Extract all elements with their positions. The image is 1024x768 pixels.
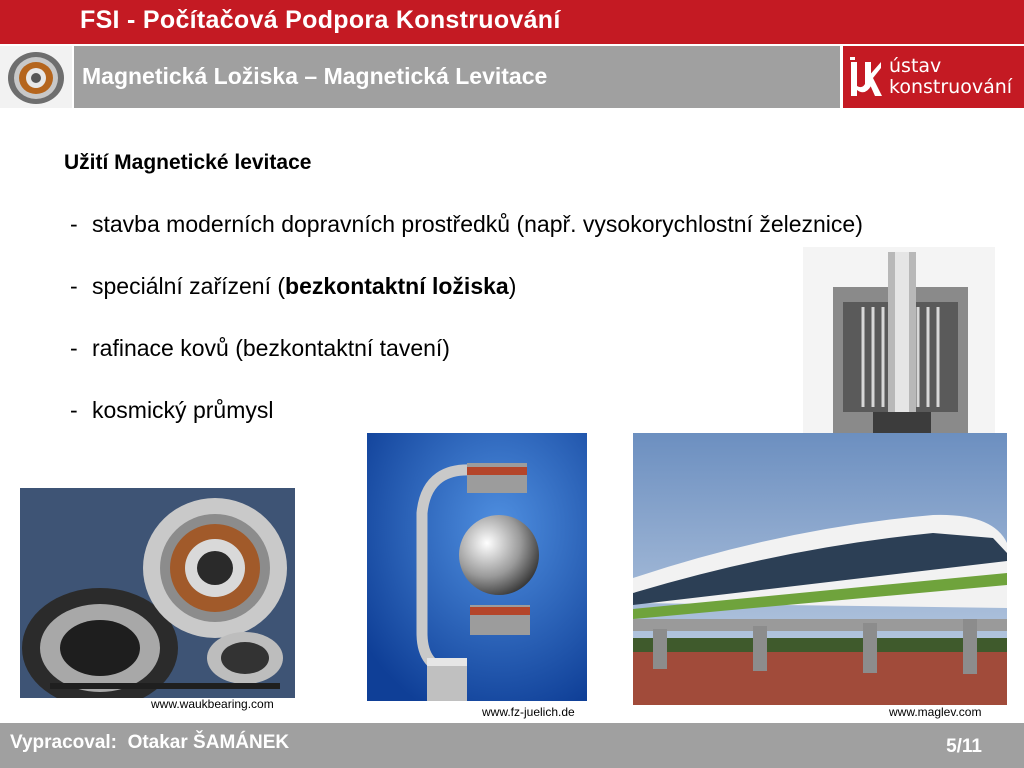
logo-line-2: konstruování xyxy=(889,76,1013,98)
bullet-item xyxy=(70,335,450,362)
magnetic-bearing-photo xyxy=(20,488,295,698)
maglev-train-photo xyxy=(633,433,1007,705)
author-label: Vypracoval: Otakar ŠAMÁNEK xyxy=(10,732,290,753)
bearing-caption: www.waukbearing.com xyxy=(151,697,274,711)
institute-logo xyxy=(843,46,1024,108)
bullet-text-after: ) xyxy=(508,273,517,299)
train-caption: www.maglev.com xyxy=(889,705,982,719)
levitating-sphere-photo xyxy=(367,433,587,701)
logo-line-1: ústav xyxy=(889,55,942,77)
bullet-text-bold: bezkontaktní ložiska xyxy=(285,273,509,299)
bullet-item xyxy=(70,211,863,238)
levitation-caption: www.fz-juelich.de xyxy=(482,705,575,719)
section-heading: Užití Magnetické levitace xyxy=(64,151,312,174)
bullet-dash: - xyxy=(70,335,78,361)
bullet-dash: - xyxy=(70,273,78,299)
bullet-text: rafinace kovů (bezkontaktní tavení) xyxy=(92,335,450,361)
slide-subtitle: Magnetická Ložiska – Magnetická Levitace xyxy=(82,63,548,89)
header-bar xyxy=(0,0,1024,44)
page-number: 5/11 xyxy=(946,736,982,757)
course-title: FSI - Počítačová Podpora Konstruování xyxy=(80,6,561,34)
bullet-text: kosmický průmysl xyxy=(92,397,274,423)
logo-text xyxy=(889,56,1012,98)
bullet-dash: - xyxy=(70,211,78,237)
bullet-item xyxy=(70,273,516,300)
bullet-dash: - xyxy=(70,397,78,423)
footer-bar xyxy=(0,723,1024,768)
subtitle-panel xyxy=(74,46,840,108)
bearing-thumbnail xyxy=(0,46,74,108)
uk-logo-icon xyxy=(849,56,883,100)
bullet-text: stavba moderních dopravních prostředků (např. vysokorychlostní železnice) xyxy=(92,211,863,237)
bullet-text-before: speciální zařízení ( xyxy=(92,273,286,299)
bullet-item xyxy=(70,397,273,424)
